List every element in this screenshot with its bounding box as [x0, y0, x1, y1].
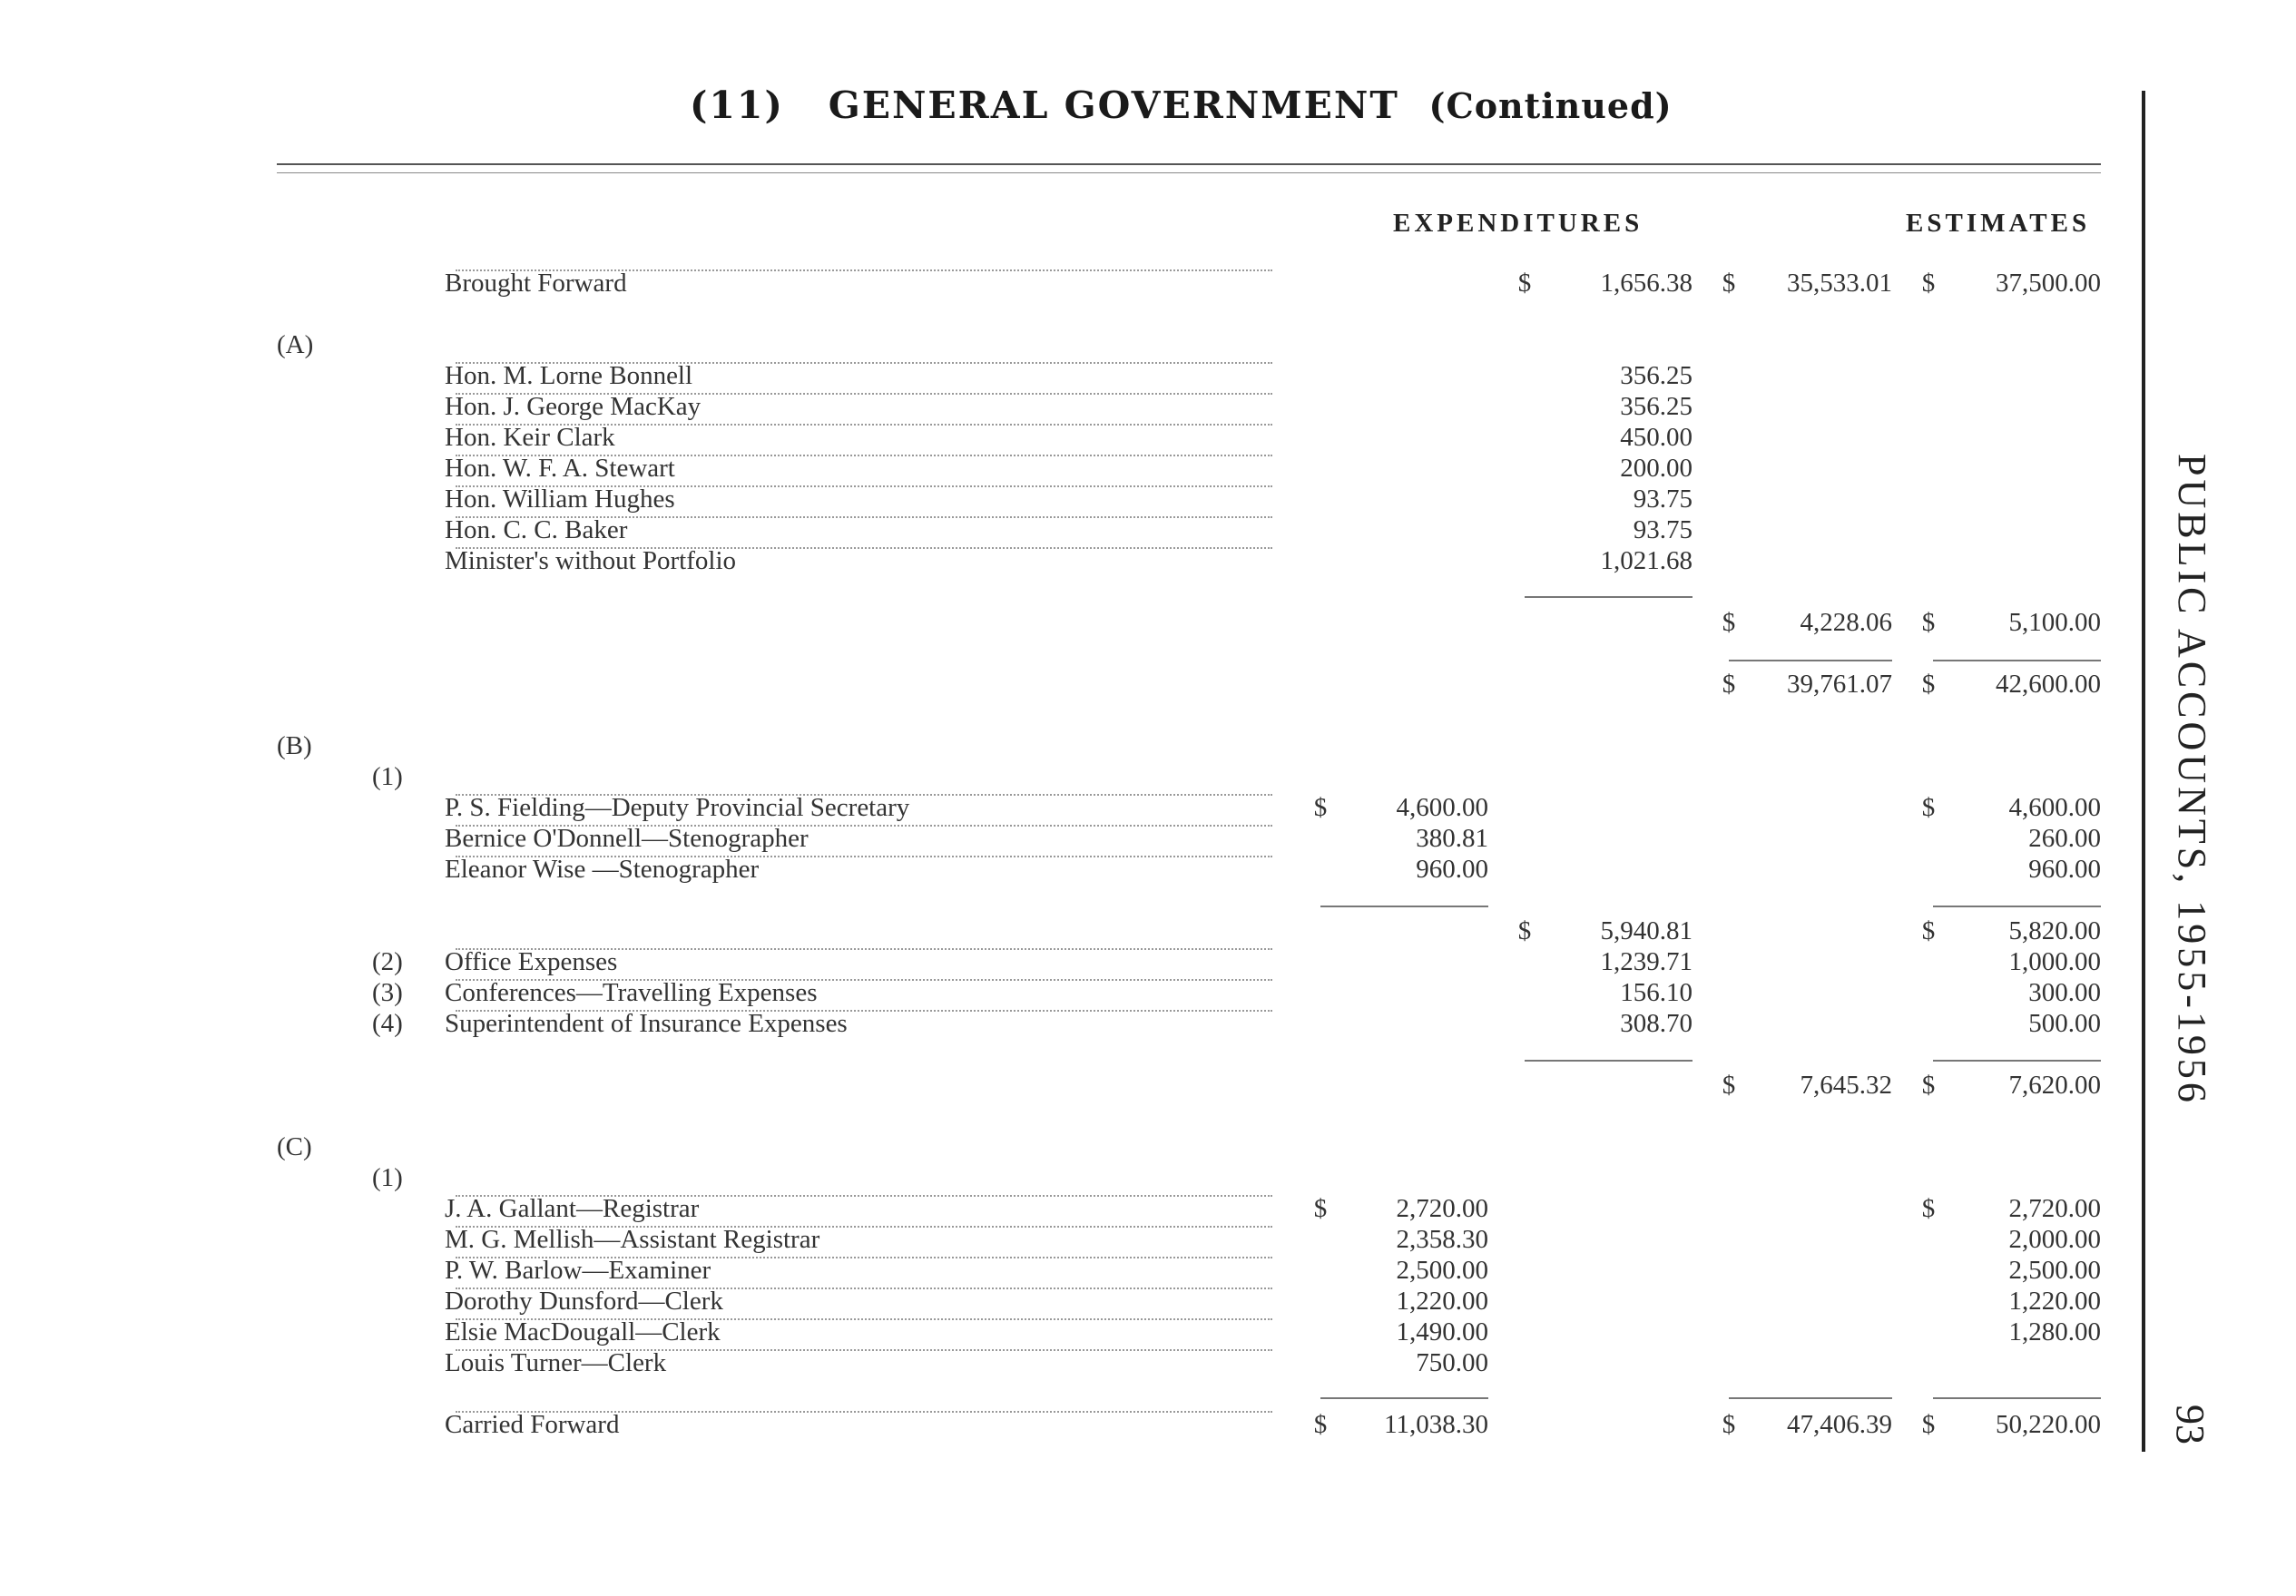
amount-col-2: 1,656.38: [1600, 269, 1693, 298]
subtotal-rule: [1525, 596, 1693, 598]
amount-col-4: 5,100.00: [2008, 608, 2101, 637]
row-label: [445, 423, 1280, 452]
amount-col-4: 50,220.00: [1996, 1410, 2101, 1439]
table-row: [0, 269, 2142, 299]
subtotal-rule: [1933, 660, 2101, 661]
dollar-sign: $: [1313, 1410, 1328, 1439]
row-label: [445, 824, 1280, 853]
continued-label: (Continued): [1428, 85, 1673, 126]
row-label: [445, 1287, 1280, 1316]
table-row: [0, 515, 2142, 546]
row-label-text: Superintendent of Insurance Expenses: [445, 1009, 848, 1038]
amount-col-1: 4,600.00: [1396, 793, 1488, 822]
row-marker: (2): [372, 947, 403, 976]
row-marker: (A): [277, 330, 314, 359]
amount-col-1: 750.00: [1416, 1348, 1488, 1377]
table-row: [0, 1009, 2142, 1040]
amount-col-2: 1,239.71: [1600, 947, 1693, 976]
row-label-text: Dorothy Dunsford—Clerk: [445, 1287, 723, 1316]
table-row: [0, 762, 2142, 793]
expenditures-header: EXPENDITURES: [1393, 209, 1644, 238]
amount-col-4: 42,600.00: [1996, 670, 2101, 699]
dollar-sign: $: [1921, 269, 1936, 298]
header-rule-bottom: [277, 172, 2101, 173]
row-label: [445, 1194, 1280, 1223]
row-label-text: Hon. William Hughes: [445, 485, 675, 514]
table-row: [0, 423, 2142, 454]
amount-col-3: 39,761.07: [1787, 670, 1892, 699]
amount-col-2: 356.25: [1620, 392, 1693, 421]
row-label: [445, 1256, 1280, 1285]
row-label-text: Hon. W. F. A. Stewart: [445, 454, 675, 483]
amount-col-1: 1,220.00: [1396, 1287, 1488, 1316]
amount-col-2: 93.75: [1633, 515, 1693, 544]
subtotal-rule: [1320, 906, 1488, 907]
table-row: [0, 392, 2142, 423]
amount-col-3: 35,533.01: [1787, 269, 1892, 298]
amount-col-2: 93.75: [1633, 485, 1693, 514]
row-label-text: Office Expenses: [445, 947, 618, 976]
row-label-text: Hon. C. C. Baker: [445, 515, 628, 544]
row-label: [445, 515, 1280, 544]
row-label-text: Hon. J. George MacKay: [445, 392, 702, 421]
row-label: [445, 361, 1280, 390]
dollar-sign: $: [1517, 916, 1532, 945]
amount-col-4: 4,600.00: [2008, 793, 2101, 822]
row-label: [445, 793, 1280, 822]
amount-col-2: 1,021.68: [1600, 546, 1693, 575]
table-row: [0, 978, 2142, 1009]
dollar-sign: $: [1921, 1071, 1936, 1100]
amount-col-4: 7,620.00: [2008, 1071, 2101, 1100]
dollar-sign: $: [1921, 916, 1936, 945]
table-row: [0, 1256, 2142, 1287]
header-rule-top: [277, 163, 2101, 165]
amount-col-3: 7,645.32: [1800, 1071, 1892, 1100]
row-label: [445, 1225, 1280, 1254]
row-label-text: Hon. M. Lorne Bonnell: [445, 361, 693, 390]
amount-col-4: 960.00: [2028, 855, 2101, 884]
table-row: [0, 1071, 2142, 1102]
table-row: [0, 1225, 2142, 1256]
table-row: [0, 546, 2142, 577]
table-row: [0, 1287, 2142, 1317]
table-row: [0, 608, 2142, 639]
table-row: [0, 793, 2142, 824]
amount-col-2: 5,940.81: [1600, 916, 1693, 945]
table-row: [0, 361, 2142, 392]
subtotal-rule: [1933, 1397, 2101, 1399]
table-row: [0, 916, 2142, 947]
row-label: [445, 1317, 1280, 1346]
dollar-sign: $: [1722, 608, 1736, 637]
dollar-sign: $: [1517, 269, 1532, 298]
row-label: [445, 392, 1280, 421]
amount-col-3: 4,228.06: [1800, 608, 1892, 637]
subtotal-rule: [1525, 1060, 1693, 1062]
amount-col-4: 37,500.00: [1996, 269, 2101, 298]
table-row: [0, 1194, 2142, 1225]
table-row: [0, 855, 2142, 886]
table-row: [0, 947, 2142, 978]
table-row: [0, 1317, 2142, 1348]
amount-col-4: 1,220.00: [2008, 1287, 2101, 1316]
row-label: [445, 454, 1280, 483]
row-label-text: Eleanor Wise —Stenographer: [445, 855, 760, 884]
row-marker: (B): [277, 731, 312, 760]
subtotal-rule: [1933, 906, 2101, 907]
amount-col-3: 47,406.39: [1787, 1410, 1892, 1439]
table-row: [0, 1163, 2142, 1194]
row-label-text: Bernice O'Donnell—Stenographer: [445, 824, 809, 853]
dollar-sign: $: [1921, 608, 1936, 637]
row-label: [445, 485, 1280, 514]
row-label: [445, 1009, 1280, 1038]
row-marker: (C): [277, 1132, 312, 1161]
row-label-text: J. A. Gallant—Registrar: [445, 1194, 700, 1223]
row-label: [445, 978, 1280, 1007]
row-label-text: Minister's without Portfolio: [445, 546, 737, 575]
amount-col-1: 11,038.30: [1384, 1410, 1488, 1439]
amount-col-2: 200.00: [1620, 454, 1693, 483]
dollar-sign: $: [1722, 1071, 1736, 1100]
amount-col-4: 1,000.00: [2008, 947, 2101, 976]
subtotal-rule: [1729, 660, 1892, 661]
amount-col-2: 308.70: [1620, 1009, 1693, 1038]
amount-col-4: 300.00: [2028, 978, 2101, 1007]
row-label: [445, 269, 1280, 298]
table-row: [0, 824, 2142, 855]
amount-col-4: 2,500.00: [2008, 1256, 2101, 1285]
subtotal-rule: [1933, 1060, 2101, 1062]
dollar-sign: $: [1921, 1194, 1936, 1223]
amount-col-2: 156.10: [1620, 978, 1693, 1007]
row-label-text: Elsie MacDougall—Clerk: [445, 1317, 721, 1346]
section-number: (11): [690, 83, 784, 127]
table-row: [0, 731, 2142, 762]
amount-col-4: 2,720.00: [2008, 1194, 2101, 1223]
row-label: [445, 947, 1280, 976]
side-title: PUBLIC ACCOUNTS, 1955-1956: [2170, 454, 2214, 1106]
row-label: [445, 855, 1280, 884]
amount-col-1: 2,720.00: [1396, 1194, 1488, 1223]
row-label-text: P. W. Barlow—Examiner: [445, 1256, 711, 1285]
table-row: [0, 1348, 2142, 1379]
section-title: GENERAL GOVERNMENT: [828, 83, 1399, 127]
table-row: [0, 1410, 2142, 1441]
subtotal-rule: [1320, 1397, 1488, 1399]
amount-col-4: 500.00: [2028, 1009, 2101, 1038]
dollar-sign: $: [1313, 793, 1328, 822]
dollar-sign: $: [1921, 793, 1936, 822]
dollar-sign: $: [1722, 670, 1736, 699]
table-row: [0, 1132, 2142, 1163]
estimates-header: ESTIMATES: [1906, 209, 2091, 238]
row-marker: (1): [372, 762, 403, 791]
amount-col-4: 260.00: [2028, 824, 2101, 853]
row-label-text: Hon. Keir Clark: [445, 423, 615, 452]
row-label: [445, 1410, 1280, 1439]
dollar-sign: $: [1313, 1194, 1328, 1223]
amount-col-1: 1,490.00: [1396, 1317, 1488, 1346]
subtotal-rule: [1729, 1397, 1892, 1399]
amount-col-4: 1,280.00: [2008, 1317, 2101, 1346]
row-label-text: Brought Forward: [445, 269, 627, 298]
amount-col-2: 450.00: [1620, 423, 1693, 452]
page-title: [690, 83, 1673, 127]
amount-col-1: 380.81: [1416, 824, 1488, 853]
table-row: [0, 454, 2142, 485]
row-label-text: Louis Turner—Clerk: [445, 1348, 667, 1377]
table-row: [0, 670, 2142, 700]
row-label: [445, 1348, 1280, 1377]
row-label-text: P. S. Fielding—Deputy Provincial Secretary: [445, 793, 910, 822]
row-marker: (1): [372, 1163, 403, 1192]
row-label-text: Conferences—Travelling Expenses: [445, 978, 818, 1007]
margin-rule: [2142, 91, 2145, 1452]
row-label-text: M. G. Mellish—Assistant Registrar: [445, 1225, 820, 1254]
table-row: [0, 330, 2142, 361]
row-marker: (4): [372, 1009, 403, 1038]
dollar-sign: $: [1921, 670, 1936, 699]
row-marker: (3): [372, 978, 403, 1007]
amount-col-1: 2,358.30: [1396, 1225, 1488, 1254]
amount-col-1: 960.00: [1416, 855, 1488, 884]
amount-col-2: 356.25: [1620, 361, 1693, 390]
row-label-text: Carried Forward: [445, 1410, 620, 1439]
row-label: [445, 546, 1280, 575]
amount-col-1: 2,500.00: [1396, 1256, 1488, 1285]
amount-col-4: 5,820.00: [2008, 916, 2101, 945]
amount-col-4: 2,000.00: [2008, 1225, 2101, 1254]
dollar-sign: $: [1921, 1410, 1936, 1439]
dollar-sign: $: [1722, 1410, 1736, 1439]
page-number: 93: [2168, 1405, 2213, 1444]
table-row: [0, 485, 2142, 515]
dollar-sign: $: [1722, 269, 1736, 298]
